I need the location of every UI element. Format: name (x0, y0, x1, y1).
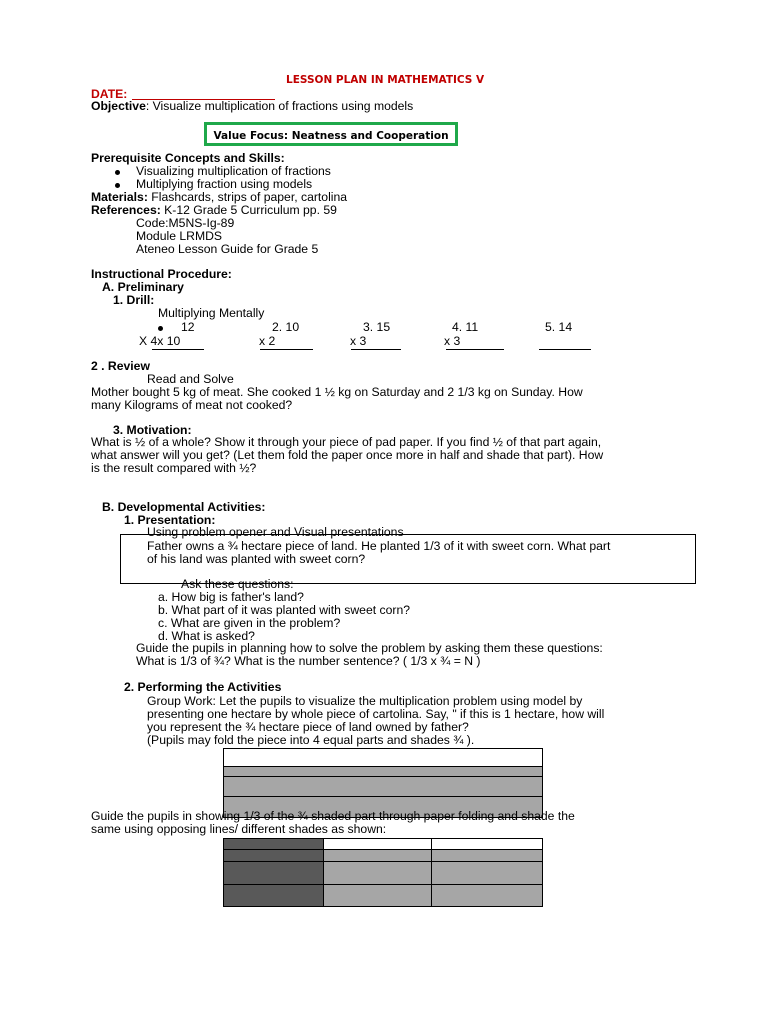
date-label: DATE: (91, 87, 128, 101)
drill-label: 1. Drill: (113, 293, 155, 307)
drill-multiplier: x 2 (259, 334, 276, 348)
answer-line (260, 349, 313, 350)
drill-multiplier: x 3 (444, 334, 461, 348)
objective-text: : Visualize multiplication of fractions using models (145, 99, 414, 113)
materials-label: Materials: (91, 190, 148, 204)
performing-label: 2. Performing the Activities (124, 680, 282, 694)
guide-text: Guide the pupils in planning how to solve the problem by asking them these questions: (136, 641, 603, 655)
drill-heading: Multiplying Mentally (158, 306, 265, 320)
prerequisite-item: Visualizing multiplication of fractions (136, 164, 331, 178)
shaded-part (432, 850, 542, 862)
question-item: d. What is asked? (158, 629, 255, 643)
section-b-heading: B. Developmental Activities: (102, 500, 266, 514)
performing-text: Group Work: Let the pupils to visualize the multiplication problem using model by (147, 694, 583, 708)
dark-shaded-part (224, 850, 324, 862)
shaded-part (432, 885, 542, 906)
answer-line (152, 349, 204, 350)
prerequisites-label: Prerequisite Concepts and Skills: (91, 151, 285, 165)
page-title: LESSON PLAN IN MATHEMATICS V (286, 74, 485, 86)
review-text: many Kilograms of meat not cooked? (91, 398, 293, 412)
problem-text: Father owns a ¾ hectare piece of land. He planted 1/3 of it with sweet corn. What part (147, 539, 611, 553)
guide-text: same using opposing lines/ different shades as shown: (91, 822, 387, 836)
procedure-label: Instructional Procedure: (91, 267, 232, 281)
fraction-model-one-third-of-three-fourths (223, 838, 543, 907)
value-focus-box (204, 122, 458, 146)
drill-item: 3. 15 (363, 320, 391, 334)
unshaded-part (324, 839, 432, 850)
review-heading: Read and Solve (147, 372, 234, 386)
prerequisite-item: Multiplying fraction using models (136, 177, 313, 191)
value-focus-text: Value Focus: Neatness and Cooperation (213, 130, 449, 142)
problem-text: of his land was planted with sweet corn? (147, 552, 366, 566)
dark-shaded-part (224, 862, 324, 885)
shaded-part (324, 885, 432, 906)
materials-text: Flashcards, strips of paper, cartolina (147, 190, 348, 204)
guide-text: Guide the pupils in showing 1/3 of the ¾ shaded part through paper folding and shade the (91, 809, 575, 823)
shaded-part (224, 767, 542, 777)
unshaded-part (224, 749, 542, 767)
performing-text: you represent the ¾ hectare piece of land owned by father? (147, 720, 469, 734)
question-item: c. What are given in the problem? (158, 616, 341, 630)
motivation-text: is the result compared with ½? (91, 461, 257, 475)
section-a-heading: A. Preliminary (102, 280, 184, 294)
drill-item: 2. 10 (272, 320, 300, 334)
answer-line (446, 349, 504, 350)
drill-multiplier: x 3 (350, 334, 367, 348)
drill-item: 5. 14 (545, 320, 573, 334)
question-item: a. How big is father's land? (158, 590, 304, 604)
references-label: References: (91, 203, 161, 217)
unshaded-part (432, 839, 542, 850)
drill-item: 12 (181, 320, 195, 334)
shaded-part (224, 777, 542, 797)
performing-text: presenting one hectare by whole piece of cartolina. Say, " if this is 1 hectare, how will (147, 707, 605, 721)
motivation-label: 3. Motivation: (113, 423, 192, 437)
presentation-label: 1. Presentation: (124, 513, 216, 527)
guide-text: What is 1/3 of ¾? What is the number sentence? ( 1/3 x ¾ = N ) (136, 654, 481, 668)
bullet-icon (115, 183, 120, 188)
motivation-text: what answer will you get? (Let them fold the paper once more in half and shade that part). How (91, 448, 604, 462)
reference-line: Ateneo Lesson Guide for Grade 5 (136, 242, 319, 256)
review-text: Mother bought 5 kg of meat. She cooked 1 ½ kg on Saturday and 2 1/3 kg on Sunday. How (91, 385, 583, 399)
fraction-model-three-fourths (223, 748, 543, 818)
question-item: b. What part of it was planted with sweet corn? (158, 603, 410, 617)
reference-line: Code:M5NS-Ig-89 (136, 216, 235, 230)
ask-questions-label: Ask these questions: (181, 577, 294, 591)
dark-shaded-part (224, 839, 324, 850)
motivation-text: What is ½ of a whole? Show it through your piece of pad paper. If you find ½ of that part again, (91, 435, 602, 449)
references-text: K-12 Grade 5 Curriculum pp. 59 (160, 203, 337, 217)
presentation-intro: Using problem opener and Visual presentations (147, 525, 404, 539)
drill-item: 4. 11 (452, 320, 479, 334)
shaded-part (324, 850, 432, 862)
objective-line (91, 100, 413, 113)
shaded-part (432, 862, 542, 885)
drill-multiplier: X 4x 10 (139, 334, 181, 348)
review-label: 2 . Review (91, 359, 150, 373)
bullet-icon (158, 326, 163, 331)
reference-line: Module LRMDS (136, 229, 223, 243)
dark-shaded-part (224, 885, 324, 906)
bullet-icon (115, 170, 120, 175)
shaded-part (324, 862, 432, 885)
answer-line (539, 349, 591, 350)
answer-line (351, 349, 401, 350)
objective-label: Objective (91, 99, 146, 113)
performing-text: (Pupils may fold the piece into 4 equal parts and shades ¾ ). (147, 733, 475, 747)
